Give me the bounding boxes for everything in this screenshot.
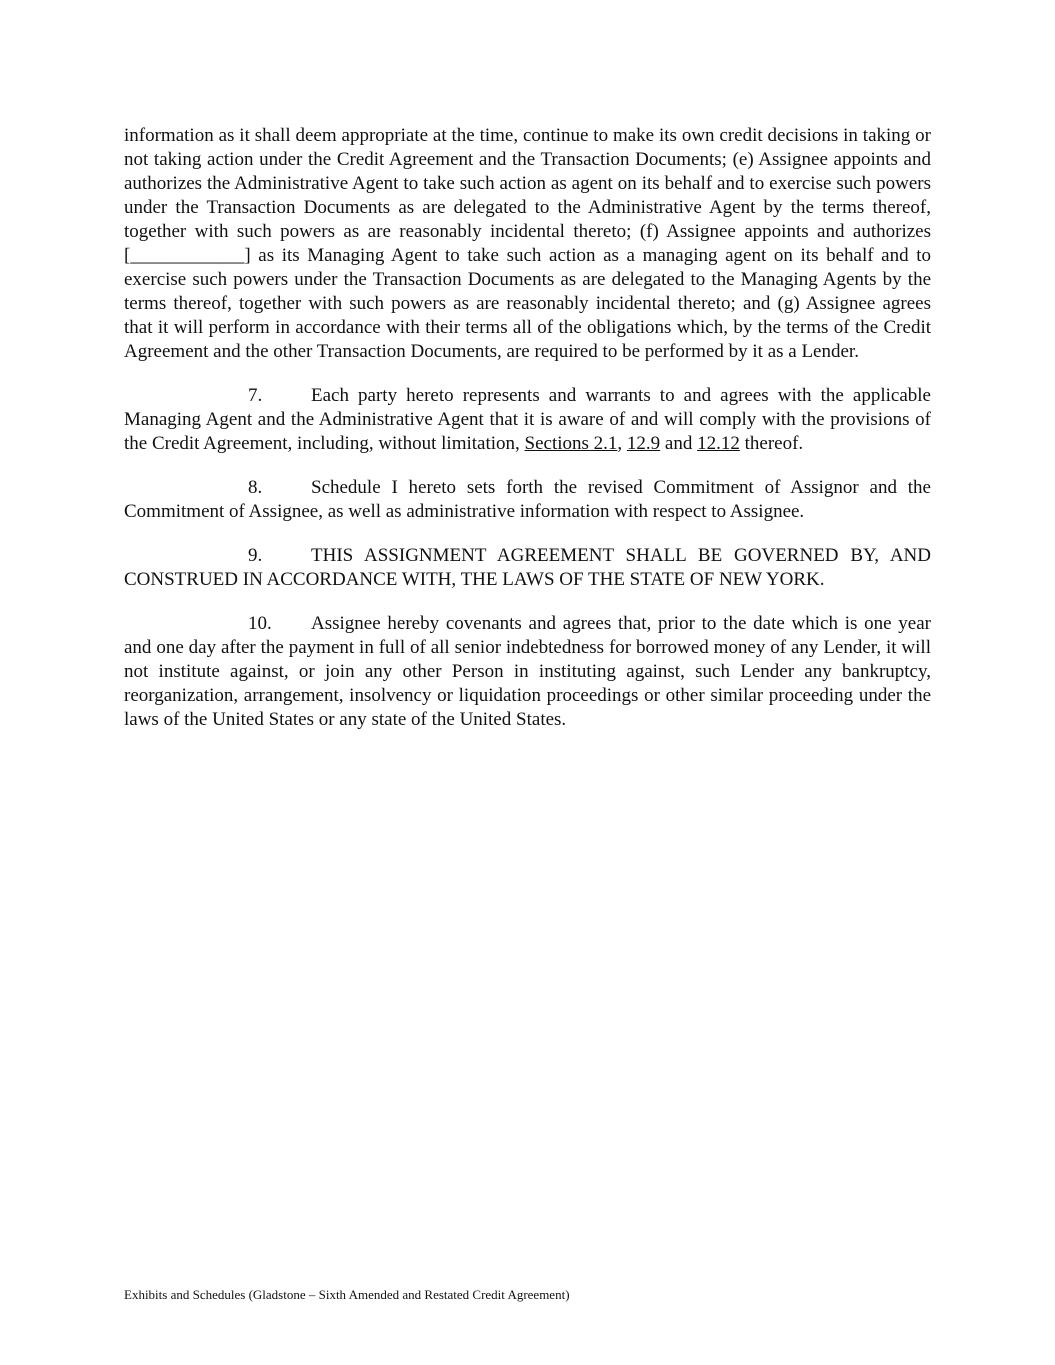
page-footer: Exhibits and Schedules (Gladstone – Sixth Amended and Restated Credit Agreement) [124, 1287, 570, 1302]
section-10 [124, 612, 931, 732]
section-9 [124, 544, 931, 592]
document-body [124, 124, 931, 752]
section-ref-2-1: Sections 2.1 [524, 433, 618, 454]
section-7-sep1: , [617, 433, 627, 454]
section-10-text: Assignee hereby covenants and agrees that, prior to the date which is one year and one day after the payment in full of all senior indebtedness for borrowed money of any Lender, it will not institute against, or join any other Person in instituting against, such Lender any bankruptcy, reorganization, arrangement, insolvency or liquidation proceedings or other similar proceeding under the laws of the United States or any state of the United States. [124, 613, 931, 730]
section-10-number: 10. [248, 613, 272, 634]
section-9-text: THIS ASSIGNMENT AGREEMENT SHALL BE GOVERNED BY, AND CONSTRUED IN ACCORDANCE WITH, THE LAWS OF THE STATE OF NEW YORK. [124, 545, 931, 590]
section-7 [124, 384, 931, 456]
section-7-sep2: and [660, 433, 698, 454]
section-8-number: 8. [248, 477, 263, 498]
section-7-text: Each party hereto represents and warrants to and agrees with the applicable Managing Agent and the Administrative Agent that it is aware of and will comply with the provisions of the Credit Agreement, including, without limitation, [124, 385, 931, 454]
intro-paragraph: information as it shall deem appropriate at the time, continue to make its own credit decisions in taking or not taking action under the Credit Agreement and the Transaction Documents; (e) Assignee appoints and authorizes the Administrative Agent to take such action as agent on its behalf and to exercise such powers under the Transaction Documents as are delegated to the Administrative Agent by the terms thereof, together with such powers as are reasonably incidental thereto; (f) Assignee appoints and authorizes [____________] as its Managing Agent to take such action as a managing agent on its behalf and to exercise such powers under the Transaction Documents as are delegated to the Managing Agents by the terms thereof, together with such powers as are reasonably incidental thereto; and (g) Assignee agrees that it will perform in accordance with their terms all of the obligations which, by the terms of the Credit Agreement and the other Transaction Documents, are required to be performed by it as a Lender. [124, 125, 931, 362]
section-ref-12-9: 12.9 [626, 433, 661, 454]
section-8-text: Schedule I hereto sets forth the revised Commitment of Assignor and the Commitment of Assignee, as well as administrative information with respect to Assignee. [124, 477, 931, 522]
section-ref-12-12: 12.12 [697, 433, 740, 454]
section-7-number: 7. [248, 385, 263, 406]
section-7-text-end: thereof. [739, 433, 804, 454]
section-8 [124, 476, 931, 524]
section-9-number: 9. [248, 545, 263, 566]
